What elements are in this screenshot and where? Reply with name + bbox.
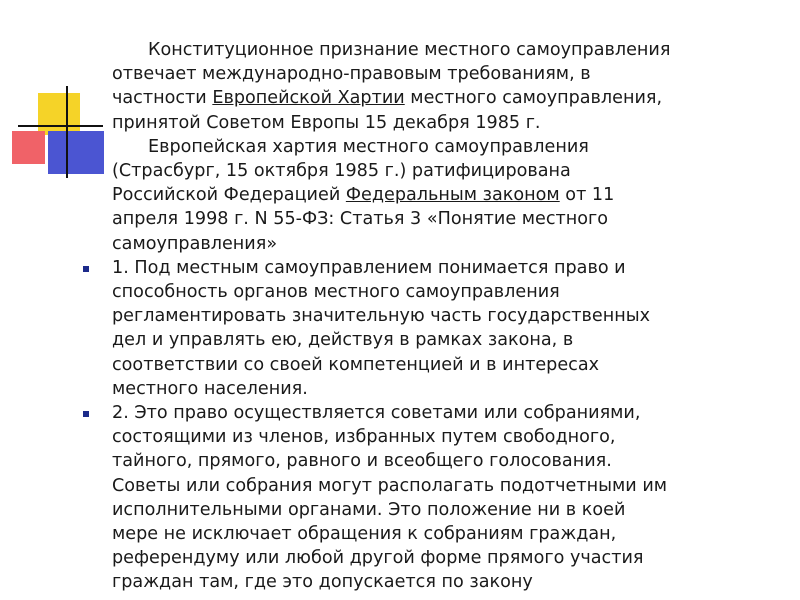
text-line: Конституционное признание местного самоуправления: [148, 40, 671, 60]
decor-blue-square: [48, 131, 104, 174]
decor-vertical-line: [66, 86, 68, 178]
text-line: Российской Федерацией: [112, 185, 346, 206]
text-line: принятой Советом Европы 15 декабря 1985 г.: [112, 112, 541, 133]
bullet-square-icon: [83, 411, 89, 417]
text-line: местного населения.: [112, 378, 308, 399]
text-line: способность органов местного самоуправления: [112, 282, 560, 303]
link-federal-law[interactable]: Федеральным законом: [345, 185, 560, 206]
decor-horizontal-line: [18, 125, 103, 127]
text-line: Советы или собрания могут располагать подотчетными им: [112, 475, 668, 496]
text-line: Европейская хартия местного самоуправления: [148, 136, 589, 157]
slide-body: [112, 38, 782, 595]
text-line: дел и управлять ею, действуя в рамках закона, в: [112, 330, 574, 351]
text-line: от 11: [559, 185, 615, 206]
text-line: самоуправления»: [112, 233, 278, 254]
text-line: исполнительными органами. Это положение ни в коей: [112, 499, 626, 520]
text-line: (Страсбург, 15 октября 1985 г.) ратифицирована: [112, 161, 571, 182]
text-line: регламентировать значительную часть государственных: [112, 306, 651, 327]
text-line: референдуму или любой другой форме прямого участия: [112, 548, 644, 569]
text-line: мере не исключает обращения к собраниям граждан,: [112, 524, 617, 545]
text-line: граждан там, где это допускается по закону: [112, 572, 533, 593]
bullet-item-1: [112, 256, 782, 401]
decor-red-square: [12, 131, 45, 164]
text-line: 1. Под местным самоуправлением понимается право и: [112, 257, 626, 278]
intro-paragraph: [112, 38, 782, 135]
bullet-square-icon: [83, 266, 89, 272]
text-line: состоящими из членов, избранных путем свободного,: [112, 427, 616, 448]
text-line: местного самоуправления,: [404, 88, 663, 109]
text-line: соответствии со своей компетенцией и в интересах: [112, 354, 600, 375]
text-line: апреля 1998 г. N 55-ФЗ: Статья 3 «Понятие местного: [112, 209, 609, 230]
text-line: отвечает международно-правовым требованиям, в: [112, 64, 591, 85]
text-line: 2. Это право осуществляется советами или собраниями,: [112, 403, 641, 424]
charter-paragraph: [112, 135, 782, 256]
bullet-item-2: [112, 401, 782, 595]
link-european-charter[interactable]: Европейской Хартии: [212, 88, 405, 109]
text-line: тайного, прямого, равного и всеобщего голосования.: [112, 451, 612, 472]
text-line: частности: [112, 88, 213, 109]
decor-yellow-square: [38, 93, 80, 135]
